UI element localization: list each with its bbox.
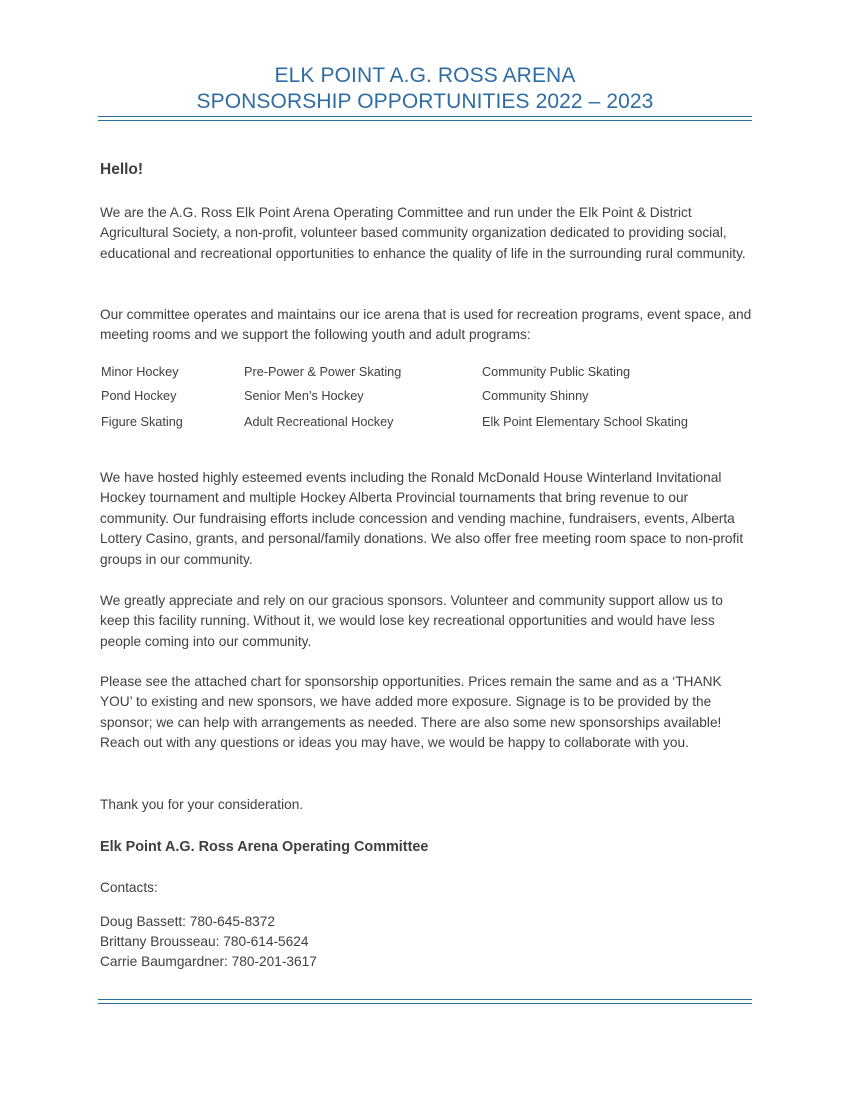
page-title-line-1: ELK POINT A.G. ROSS ARENA (274, 64, 576, 87)
committee-paragraph: Our committee operates and maintains our ice arena that is used for recreation programs, event space, and meeting rooms and we support the following youth and adult programs: (100, 307, 752, 343)
program-item: Figure Skating (101, 415, 183, 429)
greeting: Hello! (100, 161, 144, 178)
program-item: Pond Hockey (101, 389, 177, 403)
program-item: Senior Men’s Hockey (244, 389, 364, 403)
page-title-line-2: SPONSORSHIP OPPORTUNITIES 2022 – 2023 (196, 90, 654, 113)
program-item: Community Public Skating (482, 365, 631, 379)
contact-line: Doug Bassett: 780-645-8372 (100, 914, 276, 929)
intro-paragraph: We are the A.G. Ross Elk Point Arena Operating Committee and run under the Elk Point & District Agricultural Society, a non-profit, volunteer based community organization dedicated to providing social, educational and recreational opportunities to enhance the quality of life in the surrounding rural community. (100, 205, 746, 261)
chart-paragraph: Please see the attached chart for sponsorship opportunities. Prices remain the same and as a ‘THANK YOU’ to existing and new sponsors, we have added more exposure. Signage is to be provided by the sponsor; we can help with arrangements as needed. There are also some new sponsorships available! Reach out with any questions or ideas you may have, we would be happy to collaborate with you. (100, 674, 722, 751)
contact-line: Brittany Brousseau: 780-614-5624 (100, 934, 309, 949)
signature: Elk Point A.G. Ross Arena Operating Committee (100, 839, 429, 855)
program-item: Minor Hockey (101, 365, 179, 379)
program-item: Elk Point Elementary School Skating (482, 415, 688, 429)
footer-rule-top (98, 999, 752, 1000)
program-item: Adult Recreational Hockey (244, 415, 394, 429)
sponsors-paragraph: We greatly appreciate and rely on our gracious sponsors. Volunteer and community support allow us to keep this facility running. Without it, we would lose key recreational opportunities and would have less people coming into our community. (100, 593, 723, 649)
header-rule-bottom (98, 120, 752, 121)
contacts-label: Contacts: (100, 880, 158, 895)
program-item: Pre-Power & Power Skating (244, 365, 402, 379)
contact-line: Carrie Baumgardner: 780-201-3617 (100, 954, 317, 969)
program-item: Community Shinny (482, 389, 589, 403)
thanks-paragraph: Thank you for your consideration. (100, 797, 304, 812)
header-rule-top (98, 116, 752, 117)
footer-rule-bottom (98, 1003, 752, 1004)
events-paragraph: We have hosted highly esteemed events including the Ronald McDonald House Winterland Invitational Hockey tournament and multiple Hockey Alberta Provincial tournaments that bring revenue to our community. Our fundraising efforts include concession and vending machine, fundraisers, events, Alberta Lottery Casino, grants, and personal/family donations. We also offer free meeting room space to non-profit groups in our community. (100, 470, 744, 567)
